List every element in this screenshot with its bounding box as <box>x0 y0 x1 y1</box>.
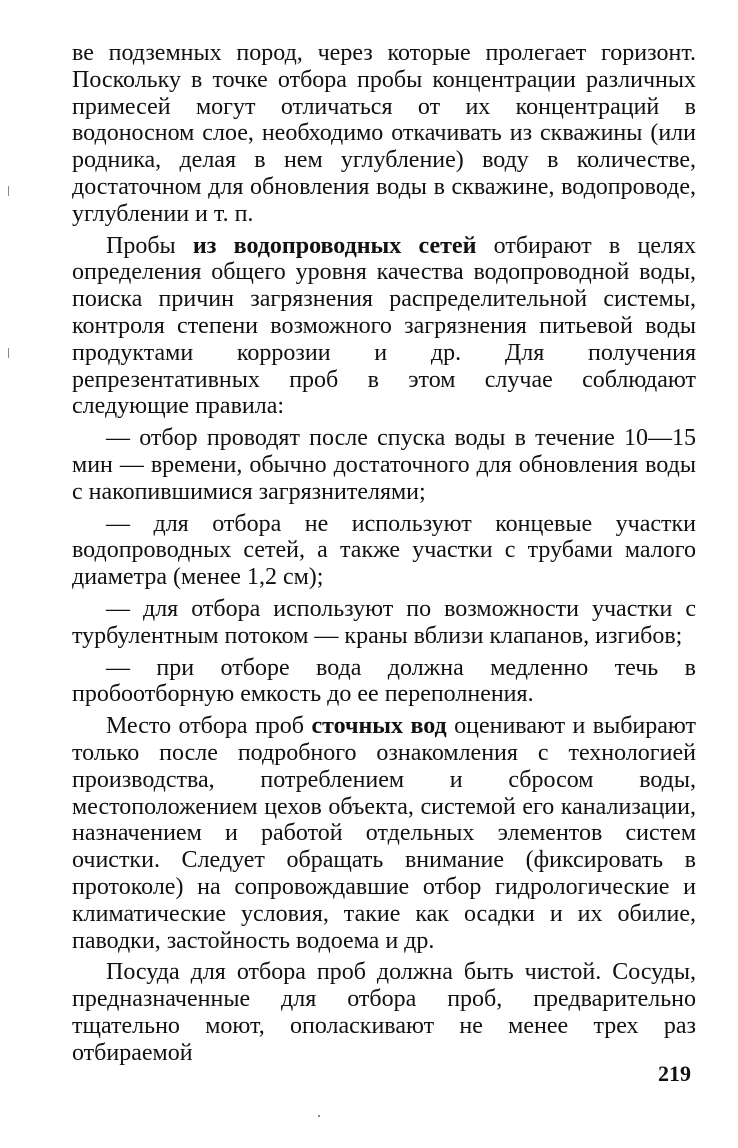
scan-mark <box>318 1115 320 1117</box>
scan-mark <box>8 348 9 358</box>
rule-item: — для отбора используют по возможности участки с турбулентным потоком — краны вблизи клапанов, изгибов; <box>72 595 696 649</box>
paragraph-water-supply-networks <box>72 233 696 421</box>
scan-mark <box>8 186 9 196</box>
rule-item: — при отборе вода должна медленно течь в пробоотборную емкость до ее переполнения. <box>72 654 696 708</box>
paragraph-wastewater <box>72 713 696 954</box>
paragraph-text: оценивают и выбирают только после подробного ознакомления с технологией производства, потреблением и сбросом воды, местоположением цехов объекта, системой его канализации, назначением и работой отдельных элементов систем очистки. Следует обращать внимание (фиксировать в протоколе) на сопровождавшие отбор гидрологические и климатические условия, такие как осадки и их обилие, паводки, застойность водоема и др. <box>72 713 697 954</box>
rule-item: — отбор проводят после спуска воды в течение 10—15 мин — времени, обычно достаточного для обновления воды с накопившимися загрязнителями; <box>72 425 696 505</box>
paragraph-text: Пробы <box>106 232 193 259</box>
rule-item: — для отбора не используют концевые участки водопроводных сетей, а также участки с трубами малого диаметра (менее 1,2 см); <box>72 510 696 591</box>
paragraph-text: отбирают в целях определения общего уровня качества водопроводной воды, поиска причин загрязнения распределительной системы, контроля степени возможного загрязнения питьевой воды продуктами коррозии и др. Для получения репрезентативных проб в этом случае соблюдают следующие правила: <box>72 232 696 420</box>
bold-term: из водопроводных сетей <box>192 232 477 259</box>
paragraph-continuation: ве подземных пород, через которые пролегает горизонт. Поскольку в точке отбора пробы концентрации различных примесей могут отличаться от их концентраций в водоносном слое, необходимо откачивать из скважины (или родника, делая в нем углубление) воду в количестве, достаточном для обновления воды в скважине, водопроводе, углублении и т. п. <box>72 40 696 227</box>
page-number: 219 <box>658 1061 691 1086</box>
paragraph-containers: Посуда для отбора проб должна быть чистой. Сосуды, предназначенные для отбора проб, предварительно тщательно моют, ополаскивают не менее трех раз отбираемой <box>72 959 696 1066</box>
paragraph-text: Место отбора проб <box>106 713 312 740</box>
bold-term: сточных вод <box>311 713 447 740</box>
page-body <box>72 40 696 1071</box>
